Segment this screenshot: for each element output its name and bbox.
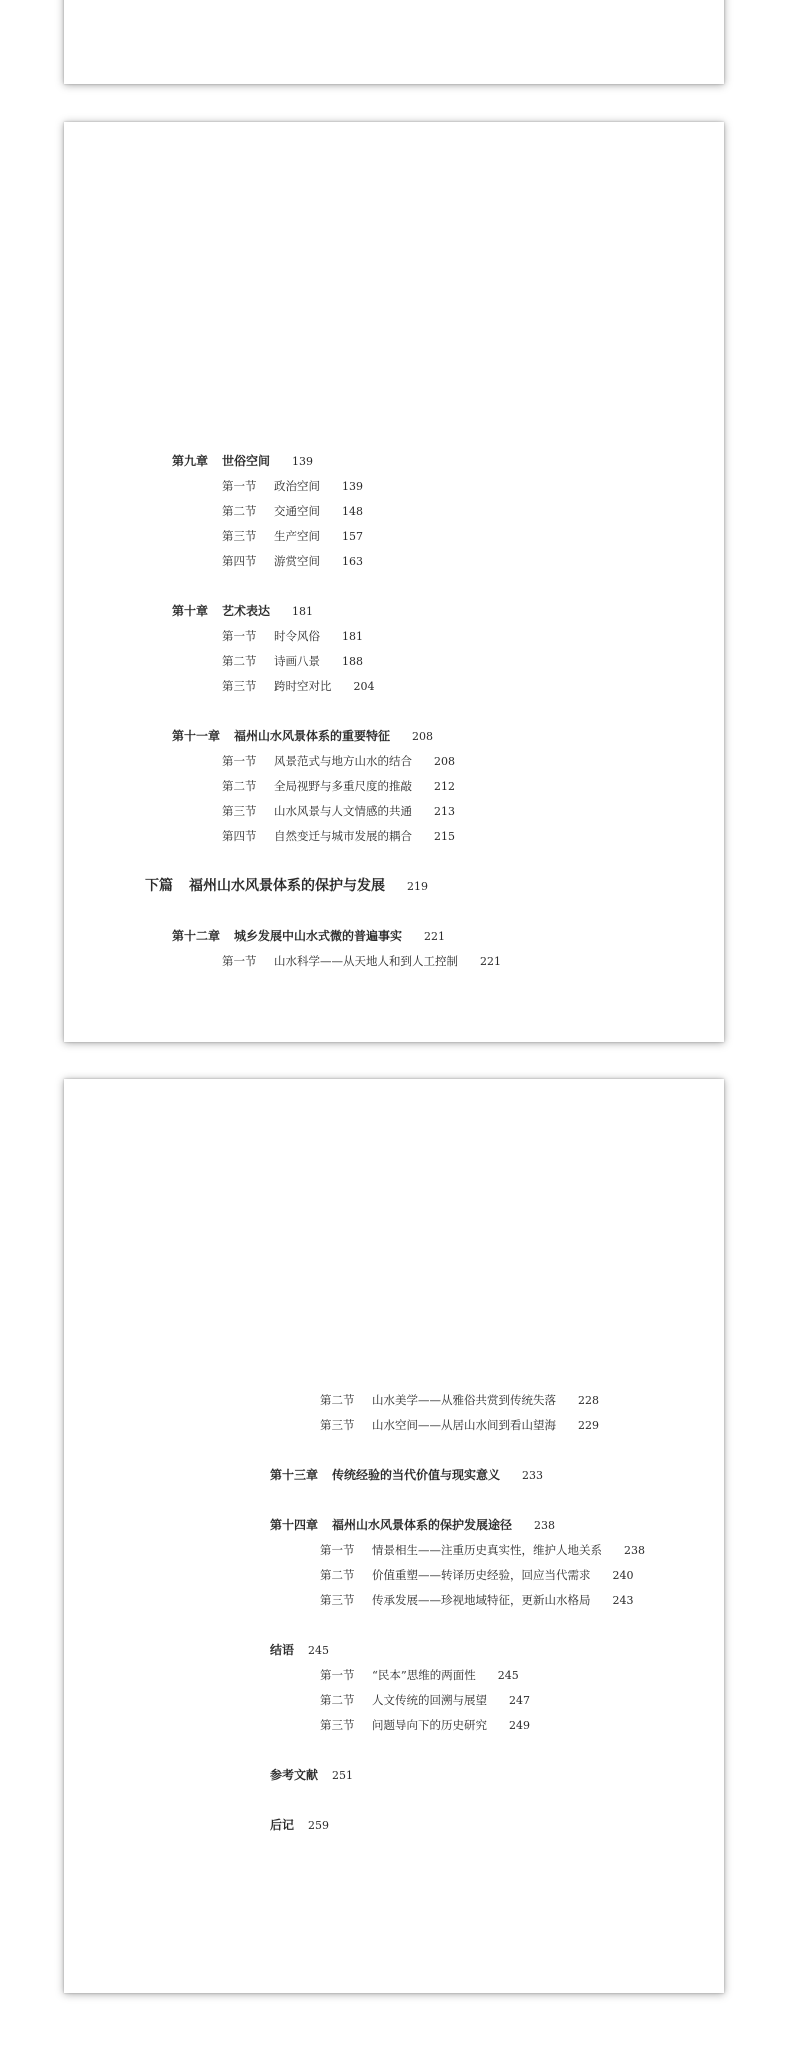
toc-section[interactable] [222,804,455,819]
page-number: 245 [497,1669,519,1682]
toc-afterword[interactable] [270,1818,329,1833]
page-number: 163 [342,555,363,568]
toc-section[interactable] [320,1668,519,1683]
page-number: 181 [292,605,314,618]
chapter-title: 福州山水风景体系的保护发展途径 [332,1518,513,1532]
toc-section[interactable] [320,1568,634,1583]
chapter-label: 第十四章 [270,1518,319,1532]
section-label: 第三节 [222,804,257,818]
section-label: 第三节 [320,1418,355,1432]
page-number: 188 [342,655,363,668]
page-number: 243 [612,1594,634,1607]
toc-section[interactable] [222,779,455,794]
toc-section[interactable] [320,1593,634,1608]
toc-section[interactable] [222,554,363,569]
toc-section[interactable] [222,754,455,769]
section-title: “民本”思维的两面性 [372,1668,476,1682]
page-number: 238 [534,1519,556,1532]
page-number: 215 [434,830,455,843]
toc-section[interactable] [320,1418,599,1433]
page-sheet-2 [64,122,724,1042]
section-label: 第一节 [222,954,257,968]
section-label: 第三节 [222,679,257,693]
page-number: 221 [424,930,446,943]
section-title: 自然变迁与城市发展的耦合 [274,829,412,843]
toc-section[interactable] [222,504,363,519]
page-number: 251 [332,1769,354,1782]
chapter-label: 结语 [270,1643,295,1657]
volume-label: 下篇 [145,878,173,894]
section-label: 第三节 [222,529,257,543]
toc-references[interactable] [270,1768,353,1783]
toc-chapter-9[interactable] [172,454,313,469]
chapter-title: 福州山水风景体系的重要特征 [234,729,391,743]
section-title: 时令风俗 [274,629,320,643]
page-sheet-1 [64,0,724,84]
section-label: 第一节 [320,1668,355,1682]
toc-volume-lower[interactable] [145,879,428,894]
page-number: 247 [509,1694,530,1707]
page-number: 240 [612,1569,634,1582]
toc-chapter-14[interactable] [270,1518,555,1533]
page-number: 233 [522,1469,544,1482]
page-number: 139 [292,455,314,468]
section-title: 山水科学——从天地人和到人工控制 [274,954,458,968]
page-number: 219 [407,880,428,893]
page-number: 139 [342,480,363,493]
toc-chapter-13[interactable] [270,1468,543,1483]
toc-section[interactable] [222,654,363,669]
page-number: 259 [308,1819,330,1832]
toc-chapter-10[interactable] [172,604,313,619]
toc-chapter-11[interactable] [172,729,433,744]
toc-section[interactable] [320,1693,530,1708]
section-label: 第四节 [222,829,257,843]
page-number: 148 [342,505,363,518]
page-number: 228 [578,1394,599,1407]
chapter-title: 艺术表达 [222,604,271,618]
toc-section[interactable] [222,679,375,694]
section-label: 第二节 [222,504,257,518]
section-title: 山水美学——从雅俗共赏到传统失落 [372,1393,556,1407]
section-label: 第一节 [320,1543,355,1557]
page-number: 208 [434,755,455,768]
section-label: 第一节 [222,629,257,643]
page-number: 221 [480,955,501,968]
chapter-label: 后记 [270,1818,295,1832]
page-number: 238 [624,1544,645,1557]
toc-section[interactable] [222,479,363,494]
chapter-label: 参考文献 [270,1768,319,1782]
toc-section[interactable] [222,629,363,644]
page-number: 245 [308,1644,330,1657]
section-label: 第二节 [320,1393,355,1407]
section-title: 全局视野与多重尺度的推敲 [274,779,412,793]
section-label: 第三节 [320,1718,355,1732]
section-title: 生产空间 [274,529,320,543]
section-title: 人文传统的回溯与展望 [372,1693,487,1707]
toc-chapter-12[interactable] [172,929,445,944]
section-label: 第四节 [222,554,257,568]
section-label: 第二节 [320,1693,355,1707]
toc-section[interactable] [222,829,455,844]
section-label: 第二节 [320,1568,355,1582]
section-title: 游赏空间 [274,554,320,568]
section-title: 价值重塑——转译历史经验，回应当代需求 [372,1568,591,1582]
toc-section[interactable] [222,529,363,544]
toc-section[interactable] [222,954,501,969]
chapter-title: 传统经验的当代价值与现实意义 [332,1468,501,1482]
chapter-label: 第十章 [172,604,209,618]
chapter-title: 城乡发展中山水式微的普遍事实 [234,929,403,943]
page-number: 229 [578,1419,599,1432]
chapter-label: 第十一章 [172,729,221,743]
section-title: 跨时空对比 [274,679,332,693]
page-number: 213 [434,805,455,818]
toc-section[interactable] [320,1718,530,1733]
section-title: 情景相生——注重历史真实性，维护人地关系 [372,1543,602,1557]
page-sheet-3 [64,1079,724,1993]
toc-section[interactable] [320,1543,645,1558]
section-title: 问题导向下的历史研究 [372,1718,487,1732]
page-number: 249 [509,1719,530,1732]
section-title: 风景范式与地方山水的结合 [274,754,412,768]
section-label: 第二节 [222,654,257,668]
section-title: 传承发展——珍视地域特征，更新山水格局 [372,1593,591,1607]
section-label: 第三节 [320,1593,355,1607]
chapter-label: 第十二章 [172,929,221,943]
volume-title: 福州山水风景体系的保护与发展 [189,878,385,894]
section-label: 第一节 [222,479,257,493]
chapter-label: 第九章 [172,454,209,468]
section-title: 交通空间 [274,504,320,518]
page-number: 204 [353,680,375,693]
toc-conclusion[interactable] [270,1643,329,1658]
section-title: 山水空间——从居山水间到看山望海 [372,1418,556,1432]
section-label: 第二节 [222,779,257,793]
page-number: 157 [342,530,363,543]
section-title: 山水风景与人文情感的共通 [274,804,412,818]
section-title: 政治空间 [274,479,320,493]
page-number: 212 [434,780,455,793]
chapter-label: 第十三章 [270,1468,319,1482]
page-number: 181 [342,630,363,643]
chapter-title: 世俗空间 [222,454,271,468]
toc-section[interactable] [320,1393,599,1408]
section-label: 第一节 [222,754,257,768]
page-number: 208 [412,730,434,743]
section-title: 诗画八景 [274,654,320,668]
